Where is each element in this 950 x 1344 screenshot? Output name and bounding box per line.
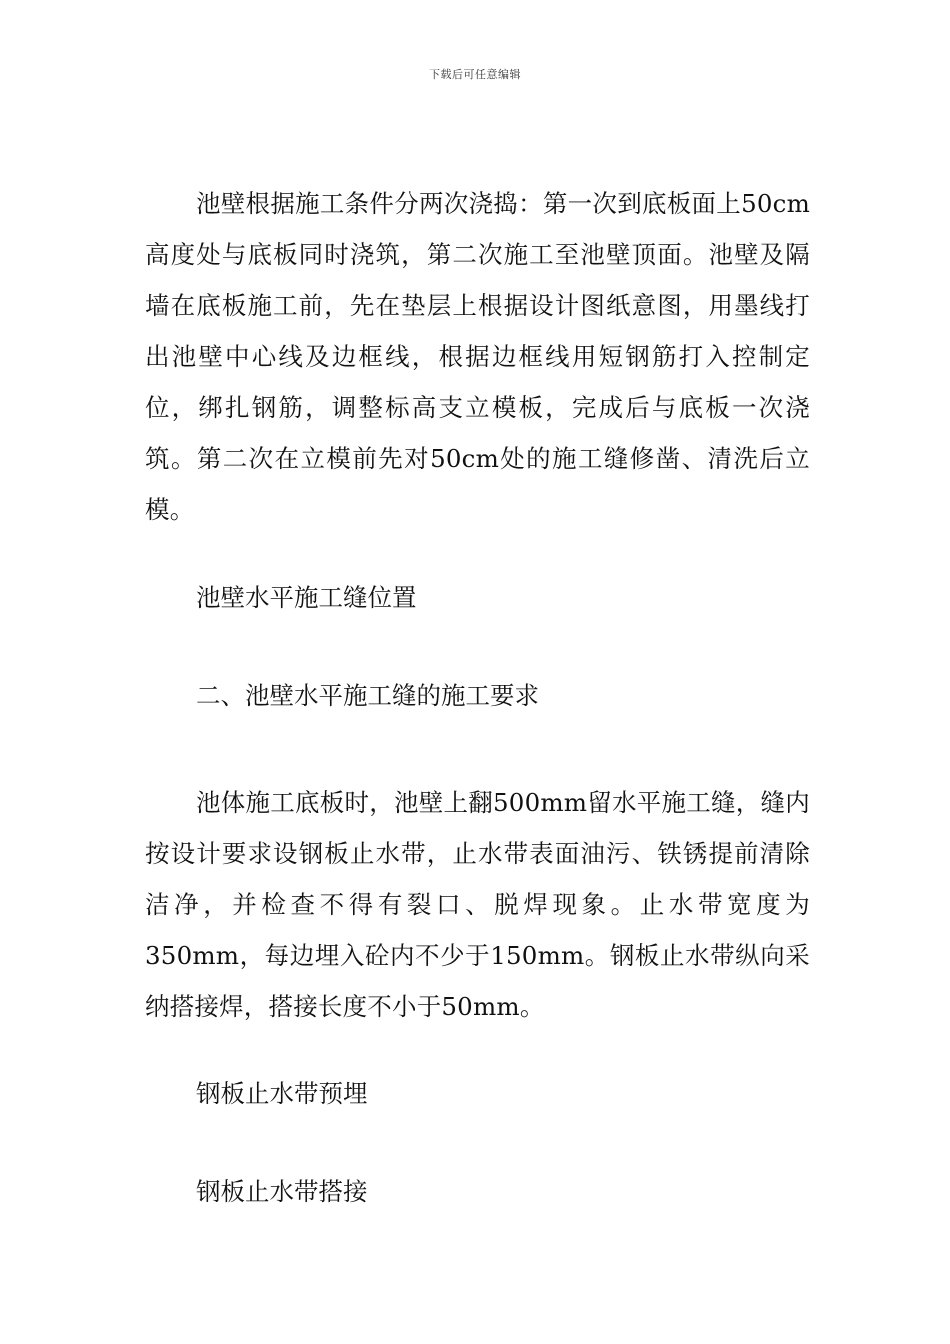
paragraph-pool-wall-pouring: 池壁根据施工条件分两次浇捣：第一次到底板面上50cm高度处与底板同时浇筑，第二次施工至池壁顶面。池壁及隔墙在底板施工前，先在垫层上根据设计图纸意图，用墨线打出池壁中心线及边框线，根据边框线用短钢筋打入控制定位，绑扎钢筋，调整标高支立模板，完成后与底板一次浇筑。第二次在立模前先对50cm处的施工缝修凿、清洗后立模。 [145, 189, 810, 524]
heading-construction-joint-requirements: 二、池壁水平施工缝的施工要求 [196, 681, 539, 710]
heading-waterstop-lap-joint: 钢板止水带搭接 [196, 1177, 368, 1206]
heading-waterstop-embedding: 钢板止水带预埋 [196, 1079, 368, 1108]
paragraph-waterstop-requirements: 池体施工底板时，池壁上翻500mm留水平施工缝，缝内按设计要求设钢板止水带，止水带表面油污、铁锈提前清除洁净，并检查不得有裂口、脱焊现象。止水带宽度为350mm，每边埋入砼内不少于150mm。钢板止水带纵向采纳搭接焊，搭接长度不小于50mm。 [145, 788, 810, 1021]
heading-construction-joint-position: 池壁水平施工缝位置 [196, 583, 417, 612]
header-note: 下载后可任意编辑 [429, 68, 521, 81]
